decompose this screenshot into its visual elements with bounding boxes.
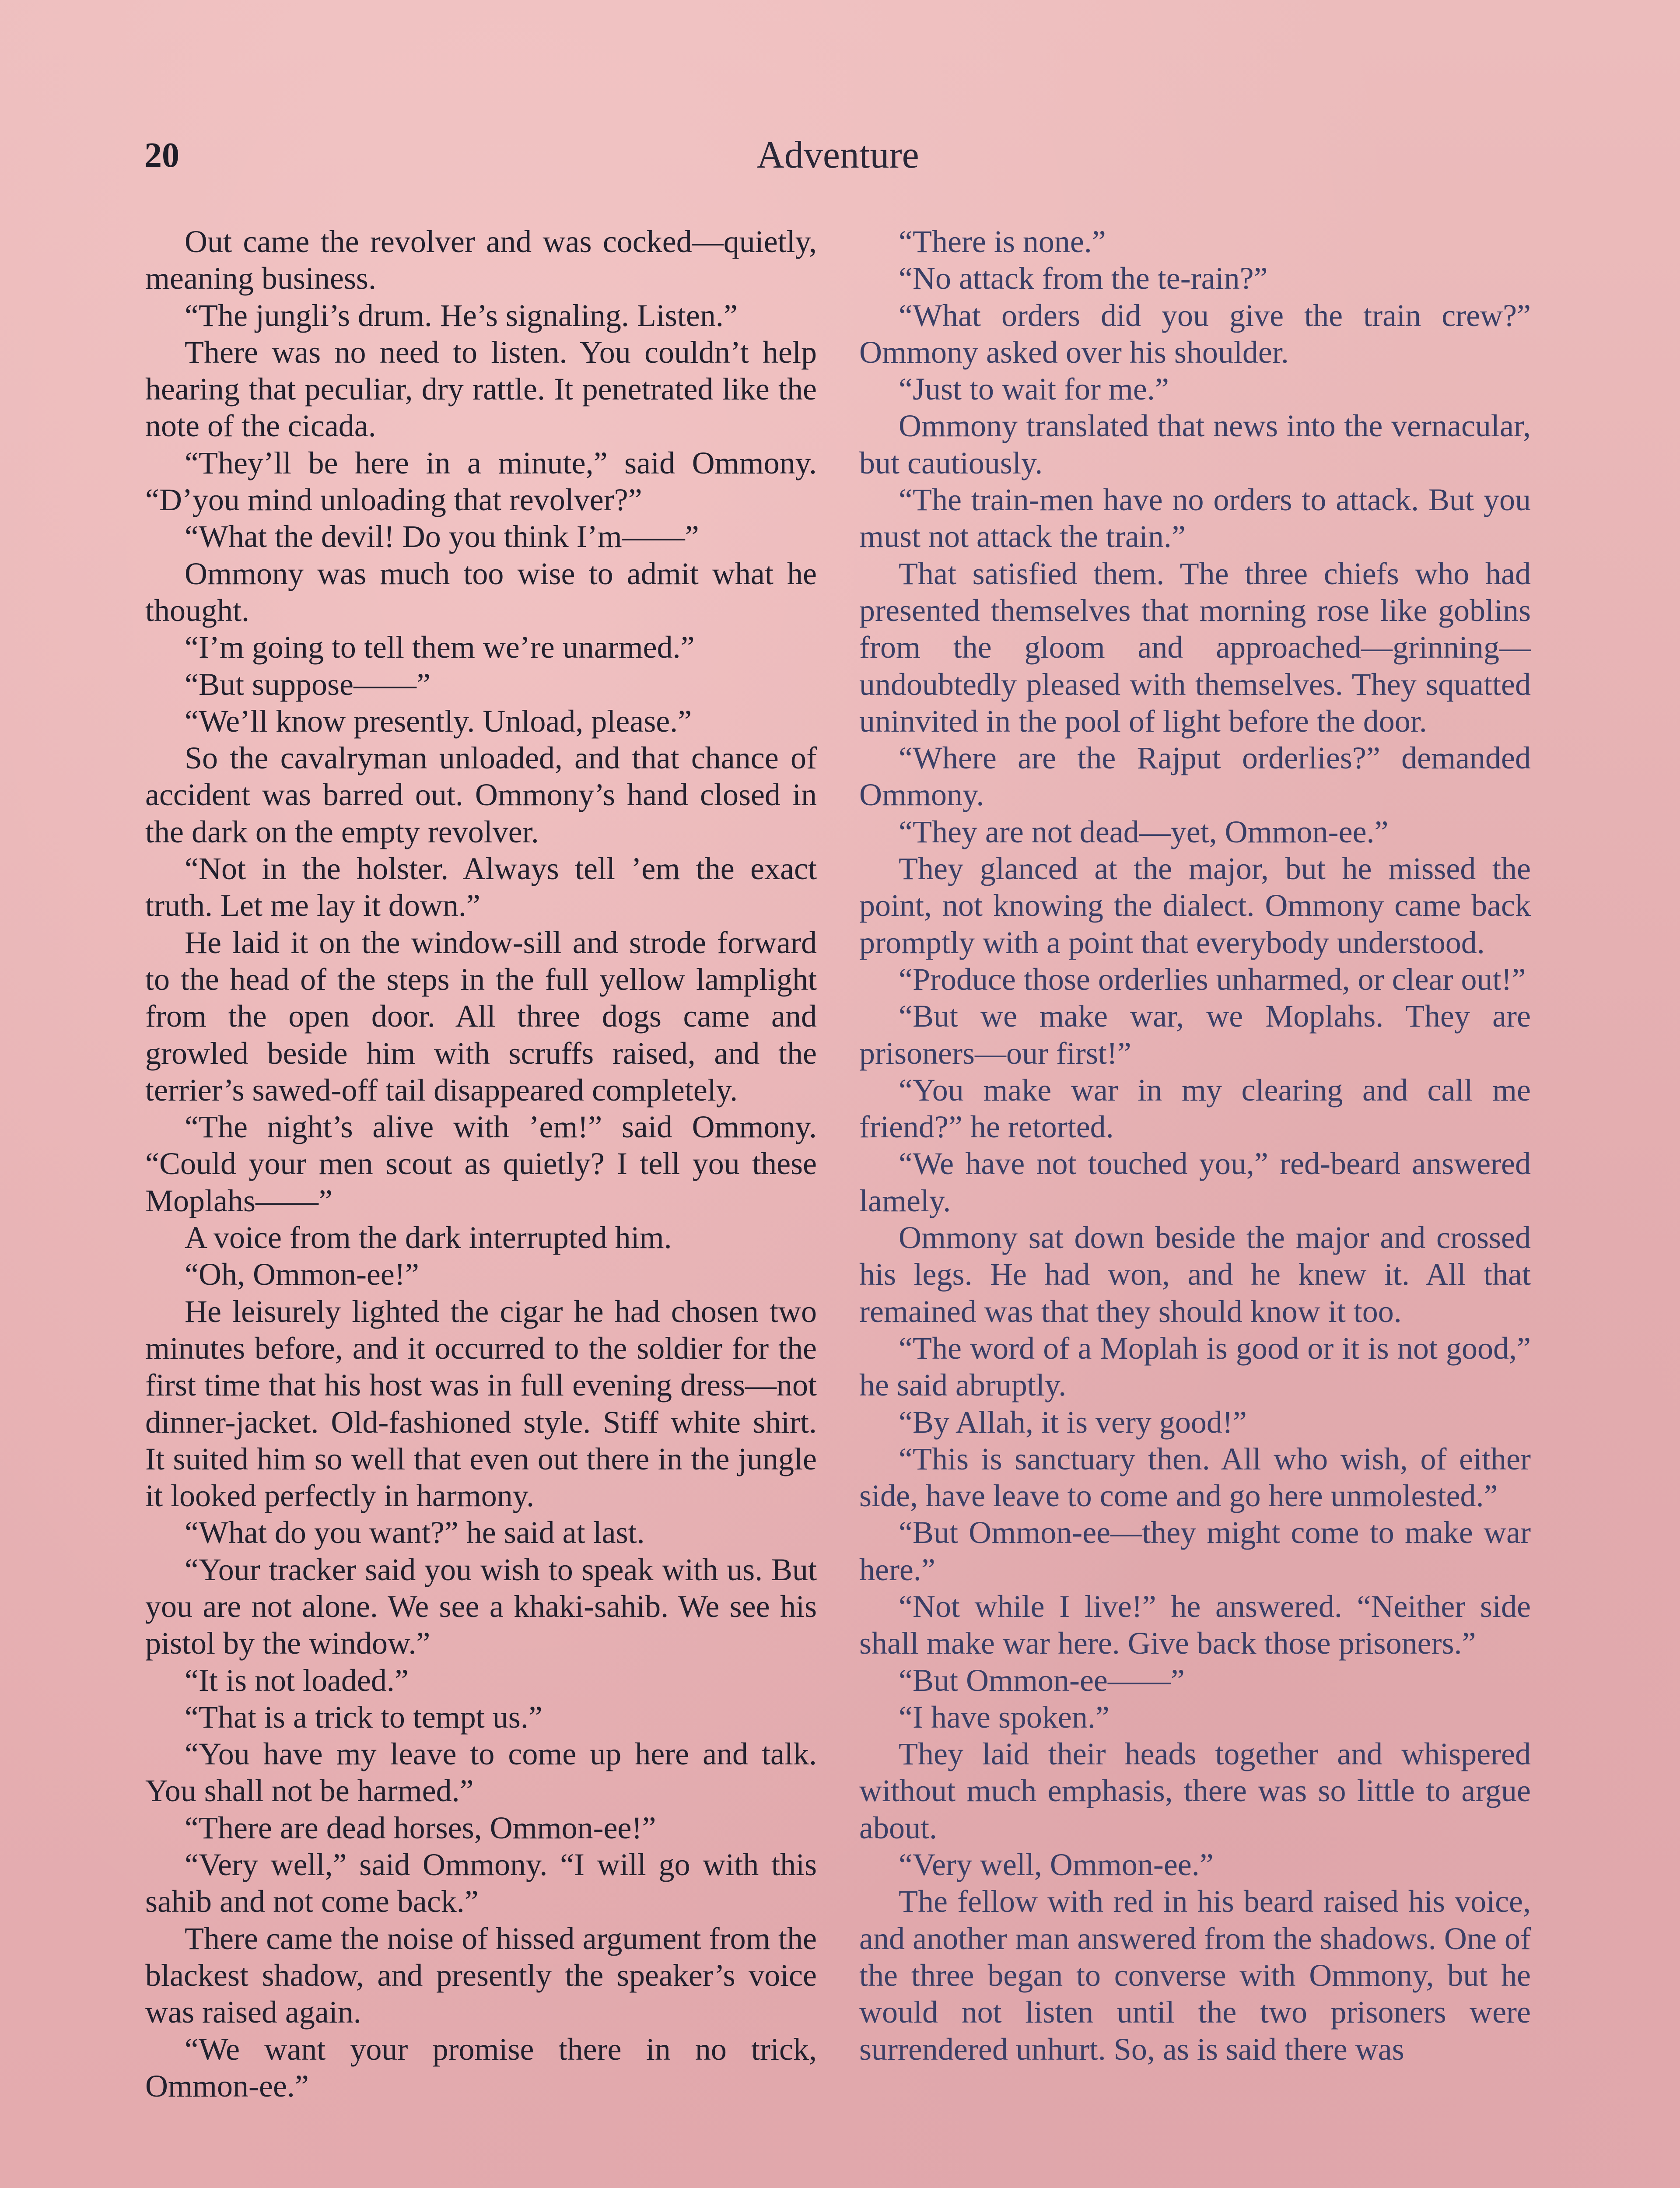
paragraph: “But Ommon-ee——” (899, 1662, 1185, 1698)
paragraph: Out came the revolver and was cocked—quietly, meaning business. (145, 224, 817, 296)
paragraph: “What orders did you give the train crew?” Ommony asked over his shoulder. (859, 298, 1531, 370)
right-column (859, 223, 1531, 2068)
paragraph: “Not while I live!” he answered. “Neither side shall make war here. Give back those prisoners.” (859, 1588, 1531, 1661)
paragraph: “It is not loaded.” (185, 1662, 409, 1698)
paragraph: “Where are the Rajput orderlies?” demanded Ommony. (859, 740, 1531, 813)
paragraph: “No attack from the te-rain?” (899, 261, 1268, 296)
paragraph: “I have spoken.” (899, 1699, 1110, 1735)
paragraph: “The jungli’s drum. He’s signaling. Listen.” (185, 298, 738, 333)
paragraph: “The night’s alive with ’em!” said Ommony. “Could your men scout as quietly? I tell you these Moplahs——” (145, 1109, 817, 1218)
paragraph: “But suppose——” (185, 666, 430, 702)
paragraph: “You make war in my clearing and call me friend?” he retorted. (859, 1072, 1531, 1145)
paragraph: “What the devil! Do you think I’m——” (185, 519, 699, 554)
paragraph: “You have my leave to come up here and talk. You shall not be harmed.” (145, 1736, 817, 1809)
left-column (145, 223, 817, 2104)
paragraph: Ommony was much too wise to admit what he thought. (145, 556, 817, 628)
paragraph: Ommony translated that news into the vernacular, but cautiously. (859, 408, 1531, 480)
paragraph: There came the noise of hissed argument from the blackest shadow, and presently the speaker’s voice was raised again. (145, 1921, 817, 2030)
paragraph: They glanced at the major, but he missed the point, not knowing the dialect. Ommony came back promptly with a point that everybody understood. (859, 851, 1531, 960)
paragraph: They laid their heads together and whispered without much emphasis, there was so little to argue about. (859, 1736, 1531, 1845)
paragraph: “We have not touched you,” red-beard answered lamely. (859, 1146, 1531, 1218)
paragraph: “The train-men have no orders to attack. But you must not attack the train.” (859, 482, 1531, 554)
paragraph: “I’m going to tell them we’re unarmed.” (185, 630, 695, 665)
paragraph: “There are dead horses, Ommon-ee!” (185, 1810, 656, 1845)
paragraph: “Produce those orderlies unharmed, or clear out!” (899, 961, 1526, 997)
paragraph: “But Ommon-ee—they might come to make war here.” (859, 1515, 1531, 1587)
paragraph: Ommony sat down beside the major and crossed his legs. He had won, and he knew it. All that remained was that they should know it too. (859, 1220, 1531, 1329)
paragraph: “That is a trick to tempt us.” (185, 1699, 542, 1735)
paragraph: That satisfied them. The three chiefs who had presented themselves that morning rose like goblins from the gloom and approached—grinning—undoubtedly pleased with themselves. They squatted uninvited in the pool of light before the door. (859, 556, 1531, 739)
paragraph: “What do you want?” he said at last. (185, 1515, 645, 1550)
paragraph: “This is sanctuary then. All who wish, of either side, have leave to come and go here unmolested.” (859, 1441, 1531, 1514)
paragraph: “They are not dead—yet, Ommon-ee.” (899, 814, 1389, 849)
paragraph: “Very well,” said Ommony. “I will go with this sahib and not come back.” (145, 1847, 817, 1919)
paragraph: The fellow with red in his beard raised his voice, and another man answered from the shadows. One of the three began to converse with Ommony, but he would not listen until the two prisoners were surrendered unhurt. So, as is said there was (859, 1884, 1531, 2067)
page-number: 20 (144, 136, 179, 175)
paragraph: “There is none.” (899, 224, 1106, 259)
paragraph: “The word of a Moplah is good or it is not good,” he said abruptly. (859, 1330, 1531, 1403)
page-header (144, 131, 1531, 188)
paragraph: So the cavalryman unloaded, and that chance of accident was barred out. Ommony’s hand closed in the dark on the empty revolver. (145, 740, 817, 849)
paragraph: “We’ll know presently. Unload, please.” (185, 703, 692, 739)
paragraph: “We want your promise there in no trick, Ommon-ee.” (145, 2031, 817, 2104)
paragraph: “But we make war, we Moplahs. They are prisoners—our first!” (859, 999, 1531, 1071)
running-title: Adventure (756, 134, 919, 176)
paragraph: “Your tracker said you wish to speak with us. But you are not alone. We see a khaki-sahib. We see his pistol by the window.” (145, 1552, 817, 1661)
paragraph: “They’ll be here in a minute,” said Ommony. “D’you mind unloading that revolver?” (145, 445, 817, 518)
paragraph: He leisurely lighted the cigar he had chosen two minutes before, and it occurred to the soldier for the first time that his host was in full evening dress—not dinner-jacket. Old-fashioned style. Stiff white shirt. It suited him so well that even out there in the jungle it looked perfectly in harmony. (145, 1294, 817, 1514)
paragraph: “Just to wait for me.” (899, 372, 1169, 407)
paragraph: He laid it on the window-sill and strode forward to the head of the steps in the full yellow lamplight from the open door. All three dogs came and growled beside him with scruffs raised, and the terrier’s sawed-off tail disappeared completely. (145, 925, 817, 1108)
paragraph: There was no need to listen. You couldn’t help hearing that peculiar, dry rattle. It penetrated like the note of the cicada. (145, 334, 817, 444)
paragraph: “Very well, Ommon-ee.” (899, 1847, 1214, 1883)
paragraph: A voice from the dark interrupted him. (185, 1220, 672, 1255)
paragraph: “Not in the holster. Always tell ’em the exact truth. Let me lay it down.” (145, 851, 817, 923)
paragraph: “Oh, Ommon-ee!” (185, 1257, 419, 1292)
paragraph: “By Allah, it is very good!” (899, 1404, 1247, 1440)
